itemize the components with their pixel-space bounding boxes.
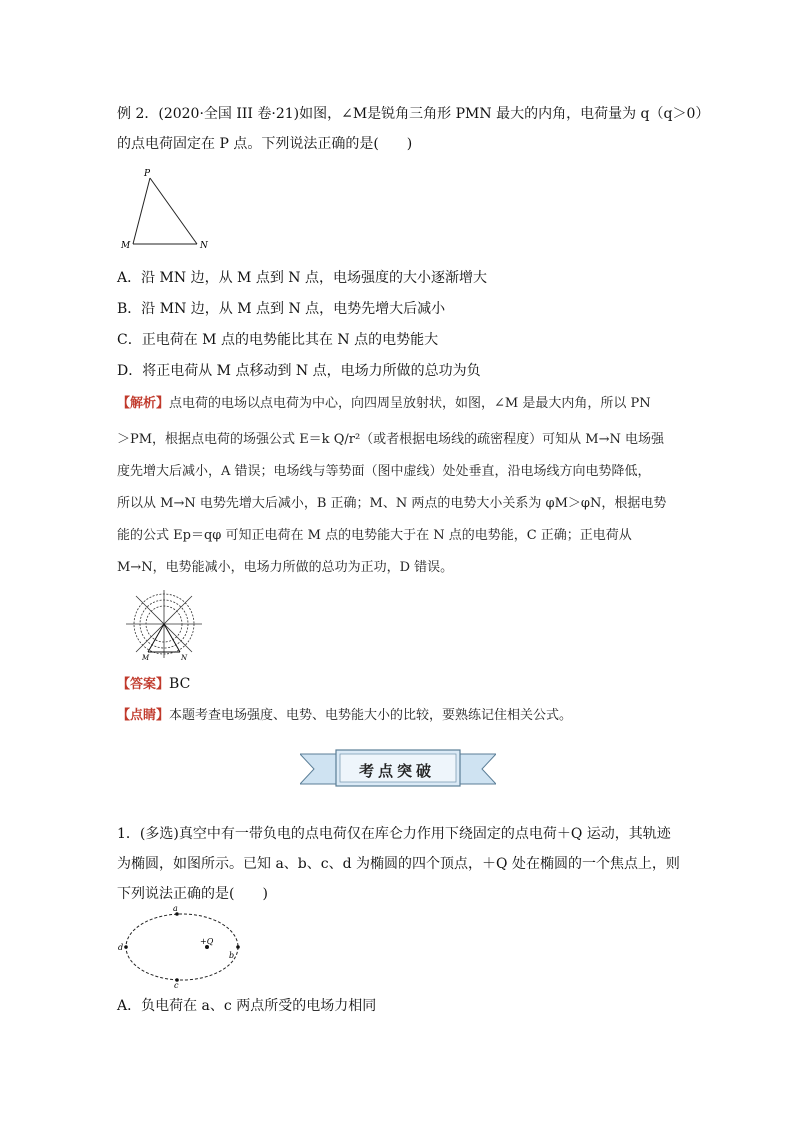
triangle-label-p: P xyxy=(144,169,151,179)
comment-tag: 【点睛】 xyxy=(117,708,170,723)
field-label-n: N xyxy=(181,654,188,662)
example-question-line-2: 的点电荷固定在 P 点。下列说法正确的是( ) xyxy=(117,136,413,152)
analysis-line-6: M→N，电势能减小，电场力所做的总功为正功，D 错误。 xyxy=(117,560,454,575)
ellipse-label-b: b xyxy=(229,951,235,960)
answer-value: BC xyxy=(169,676,191,692)
answer-tag: 【答案】 xyxy=(117,677,170,692)
banner-title: 考点突破 xyxy=(358,762,435,780)
triangle-label-n: N xyxy=(200,241,208,251)
ellipse-label-d: d xyxy=(118,943,124,952)
option-b: B．沿 MN 边，从 M 点到 N 点，电势先增大后减小 xyxy=(117,301,446,317)
triangle-figure xyxy=(115,166,215,252)
ellipse-label-q: +Q xyxy=(200,937,214,946)
comment-text: 本题考查电场强度、电势、电势能大小的比较，要熟练记住相关公式。 xyxy=(169,708,573,723)
ellipse-label-c: c xyxy=(174,981,179,988)
answer-line xyxy=(117,674,190,695)
analysis-line-2: ＞PM，根据点电荷的场强公式 E＝k Q/r²（或者根据电场线的疏密程度）可知从 M→N 电场强 xyxy=(117,432,664,447)
analysis-tag: 【解析】 xyxy=(117,396,170,411)
option-d: D．将正电荷从 M 点移动到 N 点，电场力所做的总功为负 xyxy=(117,363,481,379)
field-label-m: M xyxy=(142,654,150,662)
q1-line-2: 为椭圆，如图所示。已知 a、b、c、d 为椭圆的四个顶点，＋Q 处在椭圆的一个焦点上，则 xyxy=(117,856,680,872)
q1-line-1: 1．(多选)真空中有一带负电的点电荷仅在库仑力作用下绕固定的点电荷＋Q 运动，其轨迹 xyxy=(117,826,671,842)
analysis-line-4: 所以从 M→N 电势先增大后减小，B 正确；M、N 两点的电势大小关系为 φM＞φN，根据电势 xyxy=(117,496,667,511)
q1-line-3: 下列说法正确的是( ) xyxy=(117,886,268,902)
analysis-line-3: 度先增大后减小，A 错误；电场线与等势面（图中虚线）处处垂直，沿电场线方向电势降低， xyxy=(117,464,651,479)
comment-line xyxy=(117,706,572,726)
analysis-line-1 xyxy=(117,394,651,414)
q1-option-a: A．负电荷在 a、c 两点所受的电场力相同 xyxy=(117,998,377,1014)
field-lines-figure xyxy=(118,590,210,662)
ellipse-label-a: a xyxy=(173,904,178,913)
analysis-text-1: 点电荷的电场以点电荷为中心，向四周呈放射状，如图，∠M 是最大内角，所以 PN xyxy=(169,396,651,411)
triangle-label-m: M xyxy=(121,241,131,251)
analysis-line-5: 能的公式 Ep＝qφ 可知正电荷在 M 点的电势能大于在 N 点的电势能，C 正确；正电荷从 xyxy=(117,528,632,543)
option-c: C．正电荷在 M 点的电势能比其在 N 点的电势能大 xyxy=(117,332,439,348)
option-a: A．沿 MN 边，从 M 点到 N 点，电场强度的大小逐渐增大 xyxy=(117,270,487,286)
ellipse-orbit-figure xyxy=(115,904,245,988)
example-question-line-1: 例 2．(2020·全国 III 卷·21)如图，∠M是锐角三角形 PMN 最大的内角，电荷量为 q（q＞0） xyxy=(117,106,710,122)
